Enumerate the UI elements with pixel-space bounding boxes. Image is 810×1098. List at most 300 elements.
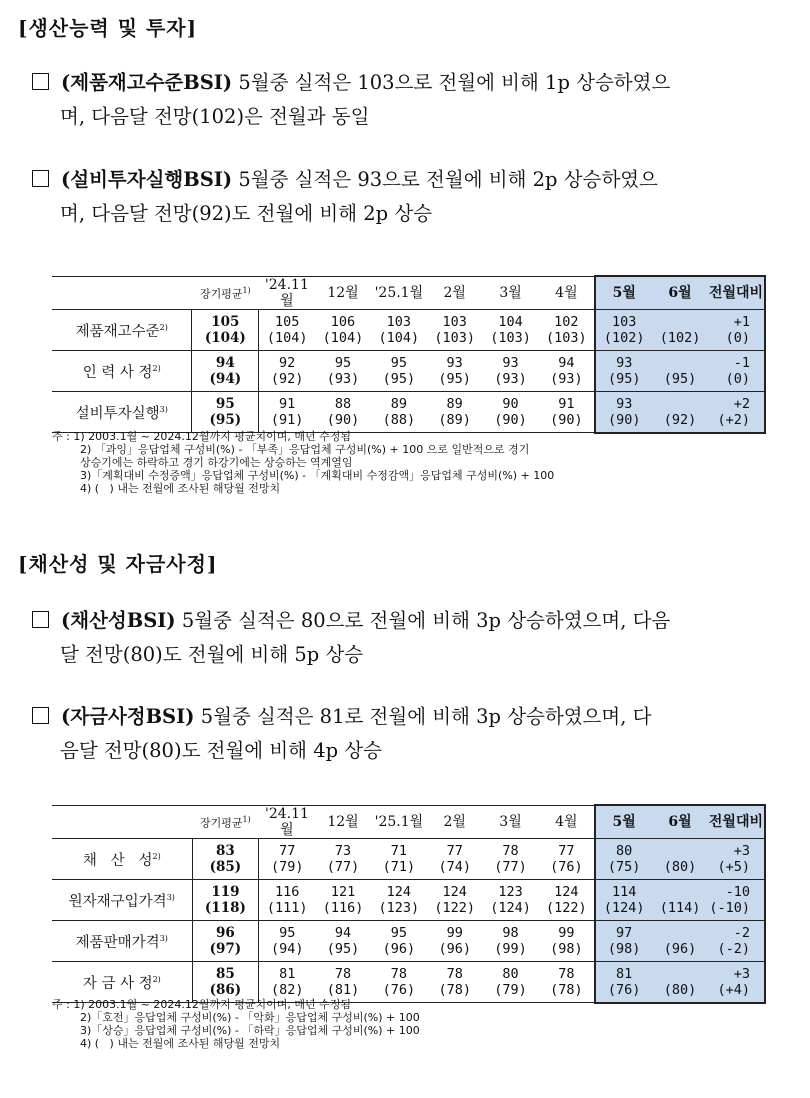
column-header — [192, 276, 259, 309]
value-actual: 119 — [211, 883, 240, 900]
value-forecast: (93) — [494, 370, 527, 387]
value-forecast: (81) — [326, 981, 360, 998]
value-actual: +3 — [733, 842, 750, 859]
data-cell — [483, 920, 539, 961]
value-actual: 95 — [279, 924, 296, 941]
value-actual: 106 — [330, 313, 356, 330]
column-header-label: '24.11월 — [264, 276, 309, 309]
column-header — [259, 805, 315, 838]
value-forecast: (71) — [382, 858, 416, 875]
column-header-label: 3월 — [499, 813, 522, 830]
data-cell — [652, 838, 708, 879]
value-forecast: (90) — [326, 411, 360, 428]
value-actual: -2 — [733, 924, 750, 941]
column-header — [315, 805, 371, 838]
row-label-text: 채 산 성 — [82, 852, 153, 869]
row-label-text: 원자재구입가격 — [68, 893, 167, 910]
value-forecast: (98) — [550, 940, 583, 957]
value-forecast: (122) — [546, 899, 587, 916]
header-row — [52, 805, 765, 838]
paragraph-line2: 달 전망(80)도 전월에 비해 5p 상승 — [60, 643, 364, 666]
paragraph-line2: 며, 다음달 전망(102)은 전월과 동일 — [60, 105, 370, 128]
column-header-label: 6월 — [668, 284, 692, 301]
long-term-average-cell — [192, 920, 259, 961]
data-cell — [708, 879, 765, 920]
value-forecast: (80) — [663, 858, 697, 875]
column-header-label: 12월 — [327, 813, 359, 830]
data-cell — [315, 961, 371, 1003]
value-actual: +3 — [733, 965, 750, 982]
table-row — [52, 879, 765, 920]
data-cell — [427, 961, 483, 1003]
value-forecast: (86) — [209, 981, 242, 998]
row-label-text: 설비투자실행 — [75, 405, 160, 422]
column-header — [708, 276, 765, 309]
data-cell — [652, 309, 708, 350]
column-header — [483, 276, 539, 309]
row-label — [52, 838, 192, 879]
footnote-marker: 1) — [242, 814, 251, 824]
checkbox-bullet-icon — [32, 170, 49, 187]
value-actual: 80 — [502, 965, 519, 982]
column-header — [708, 805, 765, 838]
data-cell — [708, 350, 765, 391]
value-forecast: (94) — [209, 370, 242, 387]
row-label — [52, 391, 192, 433]
paragraph-lead: (설비투자실행BSI) — [61, 168, 233, 191]
table-notes: 주 : 1) 2003.1월 ~ 2024.12월까지 평균치이며, 매년 수정됨 2) 「과잉」응답업체 구성비(%) - 「부족」응답업체 구성비(%) + 100 으로 일반적으로 경기 상승기에는 하락하고 경기 하강기에는 상승하는 역계열임 3)「계획대비 수정증액」응답업체 구성비(%) - 「계획대비 수정감액」응답업체 구성비(%) + 100 4) ( ) 내는 전월에 조사된 해당월 전망치 — [52, 430, 555, 495]
column-header-label: 6월 — [668, 813, 692, 830]
value-actual: 103 — [386, 313, 412, 330]
row-label-text: 인 력 사 정 — [82, 364, 153, 381]
value-actual: 80 — [616, 842, 633, 859]
data-cell — [595, 879, 652, 920]
value-actual: 89 — [390, 395, 407, 412]
data-cell — [483, 838, 539, 879]
value-forecast: (98) — [607, 940, 641, 957]
data-cell — [315, 879, 371, 920]
long-term-average-cell — [192, 879, 259, 920]
value-forecast: (92) — [270, 370, 304, 387]
value-actual: 78 — [446, 965, 463, 982]
value-forecast: (0) — [725, 370, 750, 387]
value-forecast: (122) — [434, 899, 476, 916]
column-header — [595, 805, 652, 838]
column-header — [371, 805, 427, 838]
value-actual: 96 — [216, 924, 235, 941]
data-cell — [538, 920, 595, 961]
data-cell — [259, 309, 315, 350]
paragraph-line1: 5월중 실적은 80으로 전월에 비해 3p 상승하였으며, 다음 — [175, 609, 671, 632]
value-forecast: (92) — [663, 411, 697, 428]
column-header-label: 장기평균 — [199, 287, 243, 301]
data-cell — [595, 391, 652, 433]
footnote-marker: 2) — [152, 363, 161, 373]
column-header-label: 전월대비 — [708, 813, 764, 830]
value-actual: -10 — [725, 883, 750, 900]
paragraph-line2: 음달 전망(80)도 전월에 비해 4p 상승 — [60, 739, 382, 762]
value-actual — [652, 396, 708, 412]
data-cell — [483, 309, 539, 350]
footnote-marker: 3) — [159, 933, 168, 943]
paragraph-line2: 며, 다음달 전망(92)도 전월에 비해 2p 상승 — [60, 202, 433, 225]
paragraph-lead: (제품재고수준BSI) — [61, 71, 233, 94]
data-cell — [595, 309, 652, 350]
value-forecast: (+4) — [717, 981, 750, 998]
data-cell — [595, 838, 652, 879]
column-header-label: 4월 — [555, 813, 578, 830]
value-forecast: (74) — [438, 858, 471, 875]
data-cell — [259, 350, 315, 391]
value-forecast: (124) — [603, 899, 645, 916]
value-actual: 93 — [616, 354, 633, 371]
value-forecast: (75) — [607, 858, 641, 875]
paragraph-funding-bsi — [32, 700, 797, 768]
value-forecast: (114) — [659, 899, 701, 916]
value-actual: 81 — [279, 965, 296, 982]
value-actual: 124 — [386, 883, 412, 900]
header-blank-cell — [52, 805, 192, 838]
data-cell — [427, 920, 483, 961]
value-forecast: (104) — [322, 329, 364, 346]
data-cell — [259, 838, 315, 879]
data-cell — [483, 350, 539, 391]
value-actual: +1 — [733, 313, 750, 330]
footnote-marker: 3) — [166, 892, 175, 902]
value-actual: 89 — [446, 395, 463, 412]
data-cell — [483, 961, 539, 1003]
data-cell — [708, 391, 765, 433]
value-forecast: (93) — [326, 370, 360, 387]
value-forecast: (88) — [382, 411, 416, 428]
column-header — [652, 805, 708, 838]
value-forecast: (95) — [663, 370, 697, 387]
value-actual: 95 — [390, 924, 407, 941]
data-cell — [315, 391, 371, 433]
value-actual: 83 — [216, 842, 235, 859]
data-cell — [595, 350, 652, 391]
value-actual: 104 — [498, 313, 523, 330]
data-cell — [259, 920, 315, 961]
row-label — [52, 350, 192, 391]
value-actual: 78 — [558, 965, 575, 982]
value-forecast: (95) — [326, 940, 360, 957]
paragraph-inventory-bsi — [32, 66, 797, 134]
row-label — [52, 920, 192, 961]
table-production-bsi — [52, 275, 766, 434]
value-actual: -1 — [733, 354, 750, 371]
value-actual: 116 — [275, 883, 300, 900]
value-actual: 123 — [498, 883, 523, 900]
value-forecast: (102) — [659, 329, 701, 346]
value-actual: 94 — [558, 354, 575, 371]
value-actual: 77 — [558, 842, 575, 859]
value-forecast: (104) — [204, 329, 246, 346]
value-forecast: (111) — [266, 899, 308, 916]
footnote-marker: 1) — [242, 285, 251, 295]
value-forecast: (96) — [438, 940, 471, 957]
value-actual: 105 — [211, 313, 240, 330]
column-header — [652, 276, 708, 309]
value-forecast: (80) — [663, 981, 697, 998]
column-header-label: '24.11월 — [264, 805, 309, 838]
value-actual: 78 — [334, 965, 352, 982]
paragraph-line1: 5월중 실적은 81로 전월에 비해 3p 상승하였으며, 다 — [194, 705, 652, 728]
value-forecast: (103) — [546, 329, 587, 346]
value-actual: 95 — [390, 354, 407, 371]
table-row — [52, 920, 765, 961]
column-header-label: '25.1월 — [374, 813, 424, 830]
value-forecast: (93) — [550, 370, 583, 387]
value-actual: 103 — [612, 313, 637, 330]
row-label — [52, 879, 192, 920]
table-row — [52, 309, 765, 350]
data-cell — [427, 350, 483, 391]
value-actual: 98 — [502, 924, 519, 941]
value-actual — [652, 966, 708, 982]
value-forecast: (95) — [209, 411, 242, 428]
value-forecast: (76) — [382, 981, 416, 998]
data-cell — [427, 838, 483, 879]
value-actual: 78 — [390, 965, 407, 982]
long-term-average-cell — [192, 391, 259, 433]
value-actual: 85 — [216, 965, 235, 982]
value-forecast: (99) — [494, 940, 527, 957]
column-header-label: 5월 — [612, 284, 636, 301]
value-actual: 92 — [279, 354, 296, 371]
value-actual: +2 — [733, 395, 750, 412]
value-actual: 124 — [442, 883, 467, 900]
column-header-label: 3월 — [499, 284, 522, 301]
header-row — [52, 276, 765, 309]
data-cell — [427, 879, 483, 920]
row-label-text: 자 금 사 정 — [82, 975, 153, 992]
value-actual: 73 — [334, 842, 352, 859]
value-forecast: (78) — [550, 981, 583, 998]
long-term-average-cell — [192, 961, 259, 1003]
column-header-label: '25.1월 — [374, 284, 424, 301]
footnote-marker: 2) — [152, 851, 161, 861]
value-actual: 81 — [616, 965, 633, 982]
value-actual: 93 — [446, 354, 463, 371]
paragraph-line1: 5월중 실적은 103으로 전월에 비해 1p 상승하였으 — [232, 71, 671, 94]
checkbox-bullet-icon — [32, 73, 49, 90]
data-cell — [315, 350, 371, 391]
checkbox-bullet-icon — [32, 611, 49, 628]
value-actual: 93 — [502, 354, 519, 371]
value-forecast: (104) — [266, 329, 308, 346]
footnote-marker: 2) — [159, 322, 168, 332]
table-row — [52, 391, 765, 433]
section-heading-production: [생산능력 및 투자] — [18, 16, 198, 40]
value-forecast: (76) — [550, 858, 583, 875]
value-actual: 121 — [330, 883, 356, 900]
value-actual: 99 — [446, 924, 463, 941]
value-actual: 95 — [334, 354, 352, 371]
section-heading-profitability: [채산성 및 자금사정] — [18, 552, 218, 576]
value-forecast: (95) — [382, 370, 416, 387]
data-cell — [538, 838, 595, 879]
data-cell — [371, 838, 427, 879]
data-cell — [595, 961, 652, 1003]
data-cell — [315, 309, 371, 350]
value-forecast: (0) — [725, 329, 750, 346]
value-actual — [652, 843, 708, 859]
column-header — [259, 276, 315, 309]
value-forecast: (90) — [550, 411, 583, 428]
long-term-average-cell — [192, 309, 259, 350]
data-cell — [538, 879, 595, 920]
value-actual: 77 — [279, 842, 296, 859]
column-header — [427, 276, 483, 309]
data-cell — [371, 350, 427, 391]
data-cell — [371, 961, 427, 1003]
value-actual: 95 — [215, 395, 235, 412]
column-header — [483, 805, 539, 838]
value-forecast: (79) — [494, 981, 527, 998]
data-cell — [652, 920, 708, 961]
value-actual: 105 — [274, 313, 300, 330]
data-cell — [259, 391, 315, 433]
data-cell — [652, 350, 708, 391]
data-cell — [371, 309, 427, 350]
column-header-label: 4월 — [555, 284, 578, 301]
column-header-label: 5월 — [612, 813, 636, 830]
data-cell — [315, 838, 371, 879]
data-cell — [652, 391, 708, 433]
value-actual: 88 — [334, 395, 352, 412]
value-actual: 94 — [334, 924, 352, 941]
data-cell — [538, 350, 595, 391]
value-forecast: (96) — [663, 940, 697, 957]
value-forecast: (76) — [607, 981, 641, 998]
column-header — [192, 805, 259, 838]
value-actual — [652, 925, 708, 941]
paragraph-line1: 5월중 실적은 93으로 전월에 비해 2p 상승하였으 — [232, 168, 658, 191]
value-actual — [652, 884, 708, 900]
value-actual: 91 — [279, 395, 296, 412]
data-cell — [259, 961, 315, 1003]
data-cell — [538, 309, 595, 350]
data-cell — [708, 838, 765, 879]
value-forecast: (82) — [270, 981, 304, 998]
value-actual: 93 — [616, 395, 633, 412]
value-forecast: (103) — [490, 329, 531, 346]
data-cell — [708, 920, 765, 961]
value-actual: 71 — [390, 842, 407, 859]
value-forecast: (90) — [494, 411, 527, 428]
value-forecast: (89) — [438, 411, 471, 428]
data-cell — [708, 961, 765, 1003]
value-actual: 99 — [558, 924, 575, 941]
value-actual: 94 — [215, 354, 235, 371]
value-forecast: (97) — [209, 940, 242, 957]
table-row — [52, 961, 765, 1003]
value-forecast: (77) — [326, 858, 360, 875]
value-forecast: (96) — [382, 940, 416, 957]
column-header-label: 2월 — [443, 284, 466, 301]
table-profitability-bsi — [52, 804, 766, 1004]
data-cell — [427, 309, 483, 350]
value-forecast: (-10) — [709, 899, 750, 916]
paragraph-facility-bsi — [32, 163, 797, 231]
value-forecast: (102) — [603, 329, 645, 346]
long-term-average-cell — [192, 838, 259, 879]
data-cell — [652, 961, 708, 1003]
column-header — [538, 805, 595, 838]
data-cell — [259, 879, 315, 920]
data-cell — [595, 920, 652, 961]
value-forecast: (123) — [378, 899, 420, 916]
long-term-average-cell — [192, 350, 259, 391]
value-actual — [652, 314, 708, 330]
data-cell — [483, 391, 539, 433]
value-forecast: (+2) — [717, 411, 750, 428]
data-cell — [538, 391, 595, 433]
value-forecast: (104) — [378, 329, 420, 346]
data-cell — [652, 879, 708, 920]
footnote-marker: 3) — [159, 404, 168, 414]
data-cell — [538, 961, 595, 1003]
header-blank-cell — [52, 276, 192, 309]
value-actual — [652, 355, 708, 371]
value-forecast: (90) — [607, 411, 641, 428]
value-forecast: (91) — [270, 411, 304, 428]
data-cell — [371, 391, 427, 433]
data-cell — [483, 879, 539, 920]
paragraph-lead: (채산성BSI) — [61, 609, 176, 632]
value-actual: 91 — [558, 395, 575, 412]
data-cell — [315, 920, 371, 961]
value-actual: 103 — [442, 313, 467, 330]
data-cell — [708, 309, 765, 350]
data-cell — [371, 879, 427, 920]
column-header — [371, 276, 427, 309]
footnote-marker: 2) — [152, 974, 161, 984]
value-actual: 124 — [554, 883, 579, 900]
value-forecast: (85) — [209, 858, 242, 875]
row-label-text: 제품판매가격 — [75, 934, 160, 951]
value-forecast: (124) — [490, 899, 531, 916]
value-forecast: (95) — [607, 370, 641, 387]
table-row — [52, 838, 765, 879]
column-header — [538, 276, 595, 309]
table-row — [52, 350, 765, 391]
value-actual: 114 — [611, 883, 637, 900]
value-actual: 97 — [616, 924, 633, 941]
value-forecast: (+5) — [717, 858, 750, 875]
value-actual: 78 — [502, 842, 519, 859]
data-cell — [371, 920, 427, 961]
paragraph-profitability-bsi — [32, 604, 797, 672]
value-forecast: (79) — [270, 858, 304, 875]
value-actual: 90 — [502, 395, 519, 412]
paragraph-lead: (자금사정BSI) — [61, 705, 195, 728]
column-header-label: 장기평균 — [200, 816, 243, 830]
row-label — [52, 309, 192, 350]
data-cell — [427, 391, 483, 433]
column-header-label: 전월대비 — [708, 284, 764, 301]
value-forecast: (116) — [322, 899, 364, 916]
column-header — [315, 276, 371, 309]
value-actual: 102 — [554, 313, 579, 330]
column-header — [595, 276, 652, 309]
checkbox-bullet-icon — [32, 707, 49, 724]
column-header-label: 2월 — [443, 813, 466, 830]
value-forecast: (103) — [434, 329, 475, 346]
row-label-text: 제품재고수준 — [75, 323, 160, 340]
table-notes: 주 : 1) 2003.1월 ~ 2024.12월까지 평균치이며, 매년 수정됨 2)「호전」응답업체 구성비(%) - 「악화」응답업체 구성비(%) + 100 3)「상승」응답업체 구성비(%) - 「하락」응답업체 구성비(%) + 100 4) ( ) 내는 전월에 조사된 해당월 전망치 — [52, 998, 420, 1050]
